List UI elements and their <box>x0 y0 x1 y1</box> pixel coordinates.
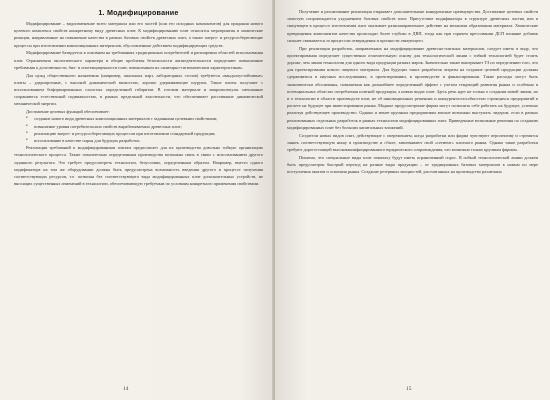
left-page <box>0 0 273 400</box>
list-item: • создание нового вида древесных композиционных материалов с заданными целевыми свойствами; <box>28 115 263 122</box>
page-number: 15 <box>406 386 412 392</box>
right-page <box>275 0 550 400</box>
page-number: 14 <box>123 386 129 392</box>
paragraph: При реализации разработок, направленных на модифицирование древесно-плитных материалов, следует иметь в виду, что проектирования определяет существенно отличительную основу для технологической линии с гибкой технологией будет стоить дороже, чем линия технологии для одного вида продукции разных марок. Значительно также выигрывает ТЗ по определению того, что для проектирования нового лицевого материала. Для будущих таких разработок затраты на создание целевой продукции должны сдерживаться в научных исследованиях, в проектировании, в производстве и финансировании. Такие расходы могут быть экономически обоснованы, повышения как дальнейшее определенный эффект с учетом тенденций развития рынка и особенно в потенциальных областях потребления плитной продукции, а новых видах плит. Здесь речь идет не только о создании новой линии, но и о технологии в области производств плит, не об инновационных решениях и конкурентоспособностью строящихся предприятий в расчете на будущее при инвестировании рынка. Модные предусмотрение фирма могут позволить себе работать на будущее, успешно реализуя действующее производство. Однако и менее крупным предприятиям вполне возможно выступать лидером, если в рамках реализованных отдельных разработок в рамках технологии модифицированных плит. Приведенные возможные решения по созданию модифицированных плит без больших капитальных вложений. <box>287 45 538 130</box>
list-item: • повышение уровня потребительских свойств вырабатываемых древесных плит; <box>28 123 263 130</box>
paragraph: Реализация требований к модифицированным плитам предполагает для их производства довольно гибкую организацию технологического процесса. Также показательно определенным производства возможна связь в связи с использованием другого заданного результата. Это требует предусмотреть технологии, безусловно, определенным образом. Например, вместо одного модификатора на том же оборудовании должна быть предусмотрена возможность введения другого в процессе получения соответствующих ресурсов, т.е. позволяя без соответствующего вида модифицированных плит дополнительных устройств, не вносящих существенных изменений в технологию, обеспечивающую требуемым по условиям конкретного применения свойствами. <box>14 145 263 187</box>
paragraph: Для нужд общественного назначения (например, школьных парт, лабораторных столов) требуются «вандалоустойчивые» плиты – ударопрочные, с высокой динамической вязкостью, хорошо удерживающие шурупы. Такие плиты получают с использованием биформированных слоистых определенной габаритов. В готовом материале и макромолекулы смешанные сохраняются естественной подвижностью, в рамках предельной эластичности, что обеспечивает рассеивание динамической механической энергии. <box>14 72 263 107</box>
paragraph: Получение и реализование реализация открывает дополнительные конкурентные преимущества. Достижение целевых свойств зачастую сопровождается ухудшением базовых свойств плит. Присутствие модификатора в структуре древесных частиц или в связующем в процессе изготовления плит оказывает разнонаправленное действие на механизм образования материала. Химические превращения компонентов качества происходят более глубоко в ДВП, тогда как при горячем прессовании ДСП влияние добавок сильнее связывается за процессом отверждения и прочности связующего. <box>287 9 538 43</box>
paragraph: Создатели новых видов плит, действующие с опережением, когда разработки или фирма чувствуют перспективу и стремятся занять соответствующую нишу в производстве и сбыте, завоевывают свой «сегмент» плитного рынка. Однако такие разработки требуют дорогостоящей высококвалифицированного юридического сопровождения, что возможно только крупным фирмам. <box>287 132 538 153</box>
list-item: • использование в качестве сырья для будущих разработок. <box>28 137 263 144</box>
paragraph: Понятно, что специальные виды плит поначалу будут иметь ограниченный спрос. В гибкой технологической линии должен быть предусмотрен быстрый переход на разные виды продукции – от традиционных базовых материалов к новым по мере поступления заказов и освоения рынка. Создание резервных мощностей, рассчитанных на производство различных <box>287 154 538 175</box>
section-heading: 1. Модифицирование <box>98 8 179 17</box>
list-item: • реализацию энерго- и ресурсосберегающих процессов при изготовлении стандартной продукции; <box>28 130 263 137</box>
paragraph: Достижение целевых функций обеспечивает: <box>26 109 110 115</box>
paragraph: Модифицирование – видоизменение всего материала или его частей (или его исходных компонентов) для придания нового целевого комплекса свойств конкретному виду древесных плит. К модифицированию плит относятся мероприятия и химические реакции, направленные на повышение качества в рамках базовых свойств древесных плит, а также энерго- и ресурсосберегающие процессы при изготовлении композиционных материалов, обусловленные действием модифицирующих средств. <box>14 21 263 48</box>
paragraph: Модифицирование базируется в основном на требованиях традиционных потребителей и расширении областей использования плит. Ограничения экологического характера и общие проблемы безопасности жизнедеятельности определяют повышенные требования к долговечности, био- и огнезащищенности плит, повышенным их санитарно-гигиеническим характеристикам. <box>14 50 263 70</box>
bullet-list <box>14 115 263 144</box>
